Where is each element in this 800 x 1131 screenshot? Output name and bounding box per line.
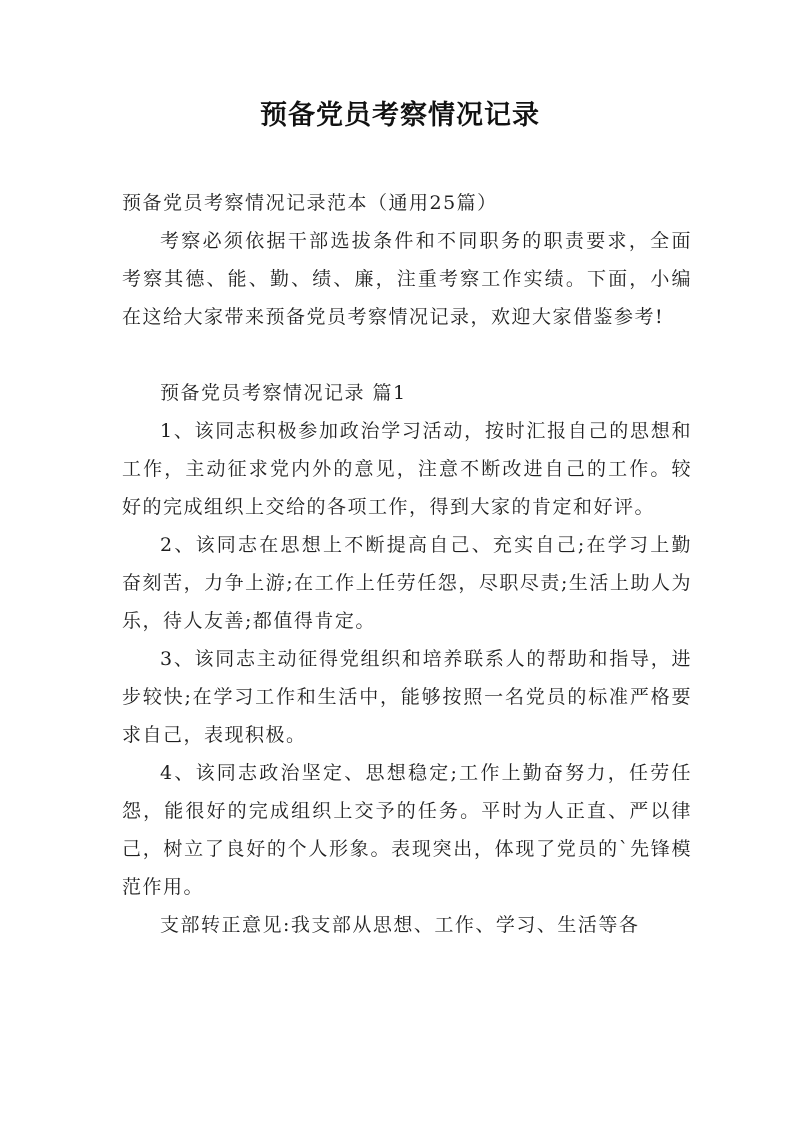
paragraph-5: 支部转正意见:我支部从思想、工作、学习、生活等各 [160, 914, 640, 936]
section-heading: 预备党员考察情况记录 篇1 [160, 382, 407, 404]
document-body [122, 184, 692, 944]
paragraph-2: 2、该同志在思想上不断提高自己、充实自己;在学习上勤奋刻苦，力争上游;在工作上任劳任怨，尽职尽责;生活上助人为乐，待人友善;都值得肯定。 [122, 534, 692, 632]
paragraph-3: 3、该同志主动征得党组织和培养联系人的帮助和指导，进步较快;在学习工作和生活中，能够按照一名党员的标准严格要求自己，表现积极。 [122, 648, 692, 746]
document-subtitle: 预备党员考察情况记录范本（通用25篇） [122, 192, 498, 214]
document-title: 预备党员考察情况记录 [260, 100, 540, 131]
paragraph-spacer [122, 336, 692, 374]
paragraph-4: 4、该同志政治坚定、思想稳定;工作上勤奋努力，任劳任怨，能很好的完成组织上交予的任务。平时为人正直、严以律己，树立了良好的个人形象。表现突出，体现了党员的`先锋模范作用。 [122, 762, 692, 898]
paragraph-1: 1、该同志积极参加政治学习活动，按时汇报自己的思想和工作，主动征求党内外的意见，注意不断改进自己的工作。较好的完成组织上交给的各项工作，得到大家的肯定和好评。 [122, 420, 692, 518]
intro-paragraph: 考察必须依据干部选拔条件和不同职务的职责要求，全面考察其德、能、勤、绩、廉，注重考察工作实绩。下面，小编在这给大家带来预备党员考察情况记录，欢迎大家借鉴参考! [122, 230, 692, 328]
